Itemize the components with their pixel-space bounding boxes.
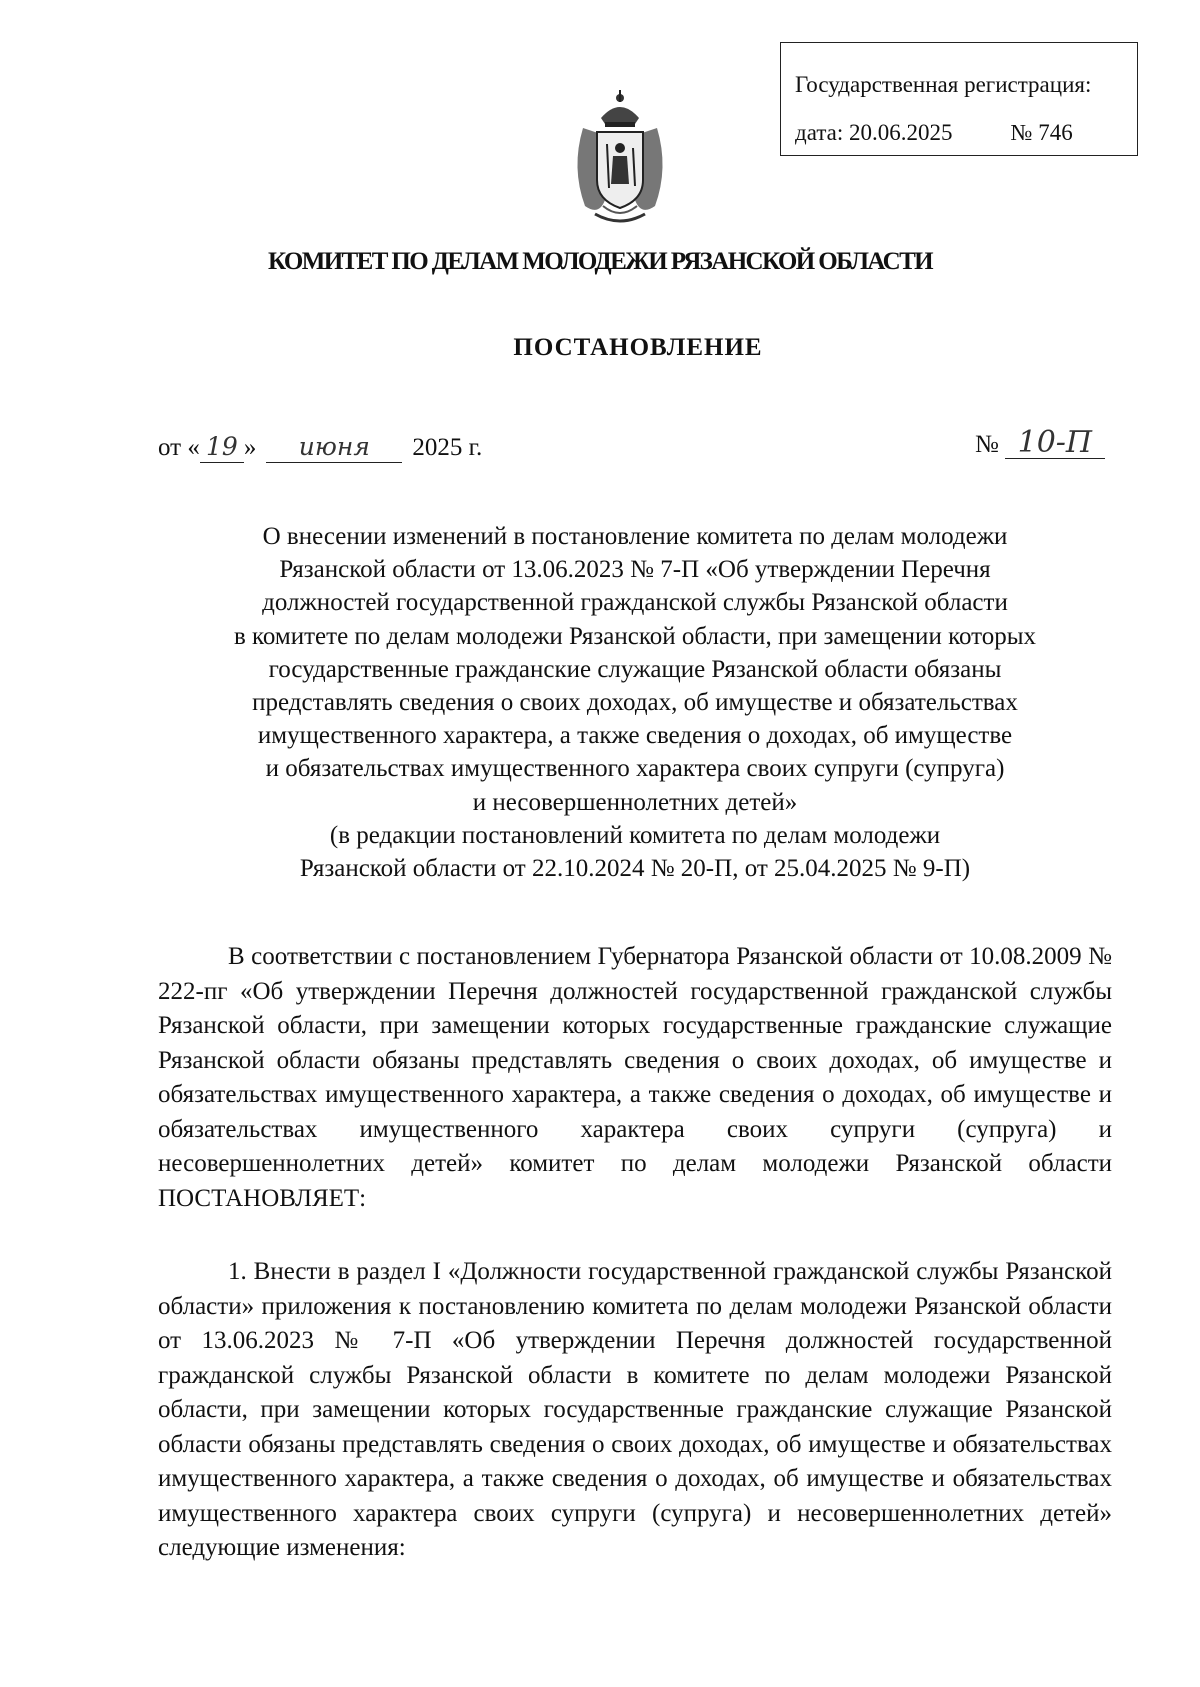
title-line: и несовершеннолетних детей» [472,788,798,816]
document-number: 10-П [1005,428,1105,459]
document-type: ПОСТАНОВЛЕНИЕ [513,334,763,361]
registration-number: № 746 [1010,120,1073,145]
number-prefix: № [975,431,999,458]
registration-date: дата: 20.06.2025 [795,120,953,145]
coat-of-arms-icon [565,88,675,228]
date-line [158,432,482,463]
title-line: Рязанской области от 22.10.2024 № 20-П, от 25.04.2025 № 9-П) [299,855,971,883]
date-prefix: от « [158,434,200,461]
title-line: представлять сведения о своих доходах, об имуществе и обязательствах [252,689,1018,717]
date-close-quote: » [243,434,257,461]
registration-heading: Государственная регистрация: [795,72,1092,97]
registration-stamp [780,42,1138,156]
date-year: 2025 г. [412,434,483,461]
title-line: (в редакции постановлений комитета по делам молодежи [329,821,941,849]
preamble-paragraph: В соответствии с постановлением Губернатора Рязанской области от 10.08.2009 № 222-пг «Об утверждении Перечня должностей государственной гражданской службы Рязанской области, при замещении которых государственные гражданские служащие Рязанской области обязаны представлять сведения о своих доходах, об имуществе и обязательствах имущественного характера, а также сведения о доходах, об имуществе и обязательствах имущественного характера своих супруги (супруга) и несовершеннолетних детей» комитет по делам молодежи Рязанской области ПОСТАНОВЛЯЕТ: [158,943,1112,1212]
title-line: государственные гражданские служащие Рязанской области обязаны [268,655,1002,683]
date-month: июня [266,432,402,463]
title-line: и обязательствах имущественного характера своих супруги (супруга) [265,755,1005,783]
date-day: 19 [200,432,244,463]
document-title [155,520,1115,885]
title-line: должностей государственной гражданской службы Рязанской области [262,589,1008,617]
clause-1-paragraph: 1. Внести в раздел I «Должности государственной гражданской службы Рязанской области» приложения к постановлению комитета по делам молодежи Рязанской области от 13.06.2023 № 7-П «Об утверждении Перечня должностей государственной гражданской службы Рязанской области в комитете по делам молодежи Рязанской области, при замещении которых государственные гражданские служащие Рязанской области обязаны представлять сведения о своих доходах, об имуществе и обязательствах имущественного характера, а также сведения о доходах, об имуществе и обязательствах имущественного характера своих супруги (супруга) и несовершеннолетних детей» следующие изменения: [158,1258,1112,1561]
document-number-line [975,425,1105,460]
title-line: имущественного характера, а также сведения о доходах, об имуществе [257,722,1013,750]
title-line: Рязанской области от 13.06.2023 № 7-П «Об утверждении Перечня [279,556,991,584]
committee-name: КОМИТЕТ ПО ДЕЛАМ МОЛОДЕЖИ РЯЗАНСКОЙ ОБЛАСТИ [267,248,933,275]
title-line: О внесении изменений в постановление комитета по делам молодежи [262,523,1008,550]
title-line: в комитете по делам молодежи Рязанской области, при замещении которых [233,622,1037,650]
